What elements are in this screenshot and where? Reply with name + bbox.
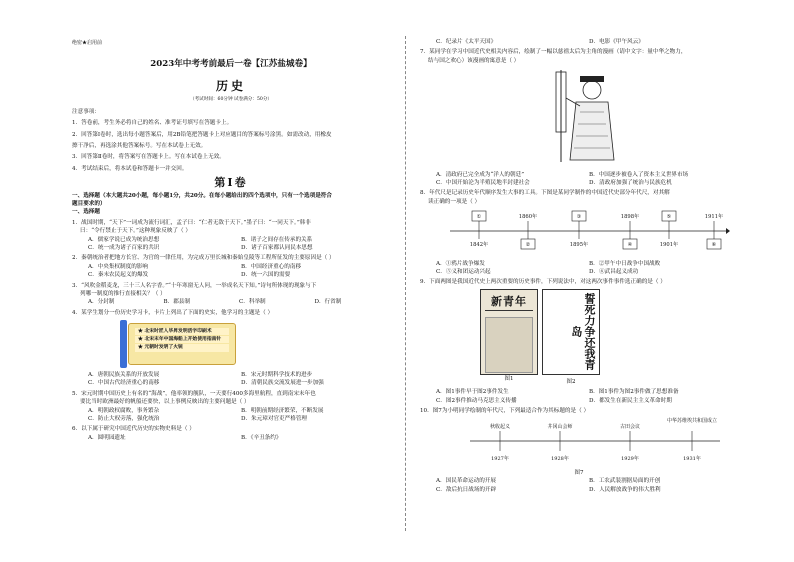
fig7-caption: 图7 — [574, 470, 584, 477]
question-4: 4．某学生划分一份历史学习卡，卡片上列出了下面的史实，他学习的主题是（ ） ★ 北宋时匠人毕昇发明活字印刷术 ★ 北宋末年中国海船上开始使用指南针 ★ 元朝时发明了火铳 A．唐朝民族关系的开放发展 B．宋元时期科学技术的进步 C．中国古代经济重心的南移 D．清朝民族交流发展进一步加强 — [72, 309, 390, 388]
year-3: 1931年 — [683, 455, 701, 462]
new-youth-cover-image: 新青年 — [480, 289, 538, 375]
question-7: 7．某同学在学习中国近代史相关内容后，绘制了一幅以慈禧太后为主角的漫画（请中文字：量中华之物力， 结与国之欢心）该漫画的寓意是（ ） A．清政府已完全成为“洋人的朝廷” B．中国逐步被卷入了资本主义世界市场 C．中国开始沦为半殖民地半封建社会 D．清政府加强了统治与民族危机 — [420, 48, 738, 187]
section-intro-2: 题目要求的） — [72, 201, 106, 208]
option: A．图1事件早于图2事件发生 — [436, 389, 509, 396]
paper-title: 2023年中考考前最后一卷【江苏盐城卷】 — [150, 59, 312, 69]
study-card-image — [122, 320, 242, 368]
tl-top-1: 1860年 — [518, 214, 538, 221]
tl-bottom-0: 1842年 — [469, 242, 489, 249]
tl-top-2: ③ — [576, 214, 582, 221]
option: D．人民解放战争的伟大胜利 — [589, 486, 661, 493]
question-1: 1．战国时期，“天下”一词成为流行词汇，孟子曰：“仁者无敌于天下。”墨子曰：“一同天下。”韩非 曰：“令行禁止于天下。”这种现象反映了（ ） A．儒家学说已成为统治思想 B．诸子之间存在传承的关系 C．统一成为诸子百家的共识 D．诸子百家都认同民本思想 — [72, 219, 390, 253]
exam-meta: （考试时间：60分钟 试卷满分：50分） — [189, 96, 273, 102]
option: C．统一成为诸子百家的共识 — [88, 244, 160, 251]
option: D．⑥武昌起义成功 — [589, 268, 639, 275]
notice-1: 1．答卷前，考生务必将自己的姓名、准考证号填写在答题卡上。 — [72, 120, 233, 127]
option: B．中国逐步被卷入了资本主义世界市场 — [589, 171, 689, 178]
option: B．工农武装割据局面的开创 — [589, 478, 661, 485]
notice-2b: 擦干净后，再选涂其他答案标号。写在本试卷上无效。 — [72, 142, 207, 149]
tl-top-4: ⑤ — [666, 214, 672, 221]
year-1: 1928年 — [551, 455, 569, 462]
year-0: 1927年 — [491, 455, 509, 462]
cartoon-figure-icon — [550, 68, 620, 164]
event-3: 中华苏维埃共和国成立 — [666, 417, 718, 424]
volume-title: 第Ⅰ卷 — [214, 176, 248, 190]
column-divider — [405, 36, 406, 531]
tl-bottom-1: ② — [525, 242, 531, 249]
protest-slogan-image: 誓死力争还我青岛 — [542, 289, 600, 375]
option: A．圆明园遗址 — [88, 434, 126, 441]
event-2: 古田会议 — [619, 423, 641, 430]
option: A．国民革命运动的开展 — [436, 478, 496, 485]
question-10: 10．图7为小明同学绘制的年代尺，下列最适合作为其标题的是（ ） 秋收起义 井冈山会师 古田会议 中华苏维埃共和国成立 1927年 1928年 1929年 1931年 图7 A．国民革命运动的开展 B．工农武装割据局面的开创 C．敌后抗日战场的开辟 D．人民解放战争的伟大胜利 — [420, 407, 738, 494]
option: A．清政府已完全成为“洋人的朝廷” — [436, 171, 525, 178]
option: D．统一六国的需要 — [241, 272, 291, 279]
right-column — [420, 38, 738, 494]
option: B．宋元时期科学技术的进步 — [241, 372, 313, 379]
option: B．②甲午中日战争中国战败 — [589, 260, 661, 267]
tl-top-3: 1898年 — [620, 214, 640, 221]
option: A．唐朝民族关系的开放发展 — [88, 372, 160, 379]
section-sub: 一、选择题 — [72, 209, 100, 216]
figure-pair — [480, 289, 738, 387]
option: B．郡县制 — [163, 299, 190, 306]
question-3: 3．“风吹金稻麦龙，三十三人名字香。”“十年寒窗无人问，一举成名天下知。”诗句所体现的现象与下 列哪一制度的推行直接相关？（ ） A．分封制 B．郡县制 C．科举制 D．行省制 — [72, 282, 390, 307]
option: C．秦末农民起义的爆发 — [88, 272, 149, 279]
option: C．中国古代经济重心的南移 — [88, 380, 160, 387]
notice-3: 3．回答第Ⅱ卷时，将答案写在答题卡上。写在本试卷上无效。 — [72, 154, 225, 161]
option: C．纪录片《太平天国》 — [436, 39, 497, 45]
option: D．诸子百家都认同民本思想 — [241, 244, 313, 251]
notice-4: 4．考试结束后，将本试卷和答题卡一并交回。 — [72, 165, 188, 172]
option: C．科举制 — [239, 299, 266, 306]
option: A．①鸦片战争爆发 — [436, 260, 485, 267]
tl-bottom-5: ⑥ — [711, 242, 717, 249]
option: C．敌后抗日战场的开辟 — [436, 486, 497, 493]
option: D．电影《甲午风云》 — [589, 39, 644, 45]
tl-bottom-3: ④ — [627, 242, 633, 249]
year-2: 1929年 — [621, 455, 639, 462]
question-8: 8．年代尺是记录历史年代顺序发生大事的工具。下图是某同学制作的中国近代史部分年代尺，对其解 读正确的一项是（ ） ① 1860年 ③ 1898年 ⑤ 1911年 1842年 ② 1895年 ④ 1901年 ⑥ A．①鸦片战争爆发 B．②甲午中日战争中国战败 C．⑤义和团运动兴起 D．⑥武昌起义成功 — [420, 189, 738, 276]
tl-top-0: ① — [476, 214, 482, 221]
fig1-caption: 图1 — [504, 375, 514, 382]
option: B．明朝前期经济繁荣，不断发展 — [241, 407, 324, 414]
option: A．儒家学说已成为统治思想 — [88, 236, 160, 243]
revolution-timeline — [430, 416, 730, 466]
option: D．朱元璋对官吏严格管理 — [241, 416, 308, 423]
option: D．清朝民族交流发展进一步加强 — [241, 380, 324, 387]
option: C．⑤义和团运动兴起 — [436, 268, 491, 275]
option: B．《辛丑条约》 — [241, 434, 282, 441]
tl-bottom-2: 1895年 — [569, 242, 589, 249]
question-9: 9．下面两图是我国近代史上两次重要的历史事件，下列说法中，对这两次事件事件选正确的是（ ） 新青年 图1 誓死力争还我青岛 图2 A．图1事件早于图2事件发生 B．图1事件为图2事件做了思想准备 C．图2事件推动马克思主义传播 D．都发生在新民主主义革命时期 — [420, 278, 738, 405]
question-2: 2．秦朝统治者把地方长官、为官的一律任用，为完成万里长城和秦始皇陵等工程所征发的主要原因是（ ） A．中央集权制度的影响 B．中国经济重心的南移 C．秦末农民起义的爆发 D．统一六国的需要 — [72, 254, 390, 279]
option: B．图1事件为图2事件做了思想准备 — [589, 389, 679, 396]
question-6: 6．以下属于研究中国近代历史的实物史料是（ ） A．圆明园遗址 B．《辛丑条约》 — [72, 425, 390, 442]
option: A．分封制 — [88, 299, 115, 306]
tl-bottom-4: 1901年 — [659, 242, 679, 249]
fig2-caption: 图2 — [566, 379, 576, 386]
option: B．中国经济重心的南移 — [241, 263, 302, 270]
left-column — [72, 38, 390, 442]
option: D．行省制 — [314, 299, 342, 306]
pencil-icon — [120, 320, 127, 368]
option: B．诸子之间存在传承的关系 — [241, 236, 313, 243]
option: A．明朝政权腐败，事务繁杂 — [88, 407, 160, 414]
option: A．中央集权制度的影响 — [88, 263, 148, 270]
event-0: 秋收起义 — [489, 423, 511, 430]
cixi-cartoon-image — [550, 68, 738, 167]
question-5: 5．宋元时期中国历史上有名的“海战”，他率领的舰队，一天要行400多海里航程，直到南宋末年也 要比当时欧洲最好的帆船还要快，以上事例反映出的主要问题是（ ） A．明朝政权腐败，事务繁杂 B．明朝前期经济繁荣，不断发展 C．防止大权旁落，强化统治 D．朱元璋对官吏严格管理 — [72, 390, 390, 424]
event-1: 井冈山会师 — [547, 423, 573, 430]
study-card: ★ 北宋时匠人毕昇发明活字印刷术 ★ 北宋末年中国海船上开始使用指南针 ★ 元朝时发明了火铳 — [128, 323, 236, 365]
option: C．图2事件推动马克思主义传播 — [436, 397, 517, 404]
option: C．中国开始沦为半殖民地半封建社会 — [436, 179, 530, 186]
notice-2: 2．回答第Ⅰ卷时，选出每小题答案后，用2B铅笔把答题卡上对应题目的答案标号涂黑。如需改动，用橡皮 — [72, 131, 332, 138]
section-intro: 一、选择题（本大题共20小题，每小题1分，共20分。在每小题给出的四个选项中，只有一个选项是符合 — [72, 192, 332, 199]
tl-top-5: 1911年 — [704, 214, 724, 221]
option: D．清政府加强了统治与民族危机 — [589, 179, 672, 186]
option: C．防止大权旁落，强化统治 — [88, 416, 160, 423]
modern-history-timeline — [430, 208, 730, 254]
notice-heading: 注意事项： — [72, 108, 100, 115]
subject-title: 历史 — [215, 78, 246, 93]
option: D．都发生在新民主主义革命时期 — [589, 397, 672, 404]
secret-mark: 绝密★启用前 — [72, 40, 103, 46]
